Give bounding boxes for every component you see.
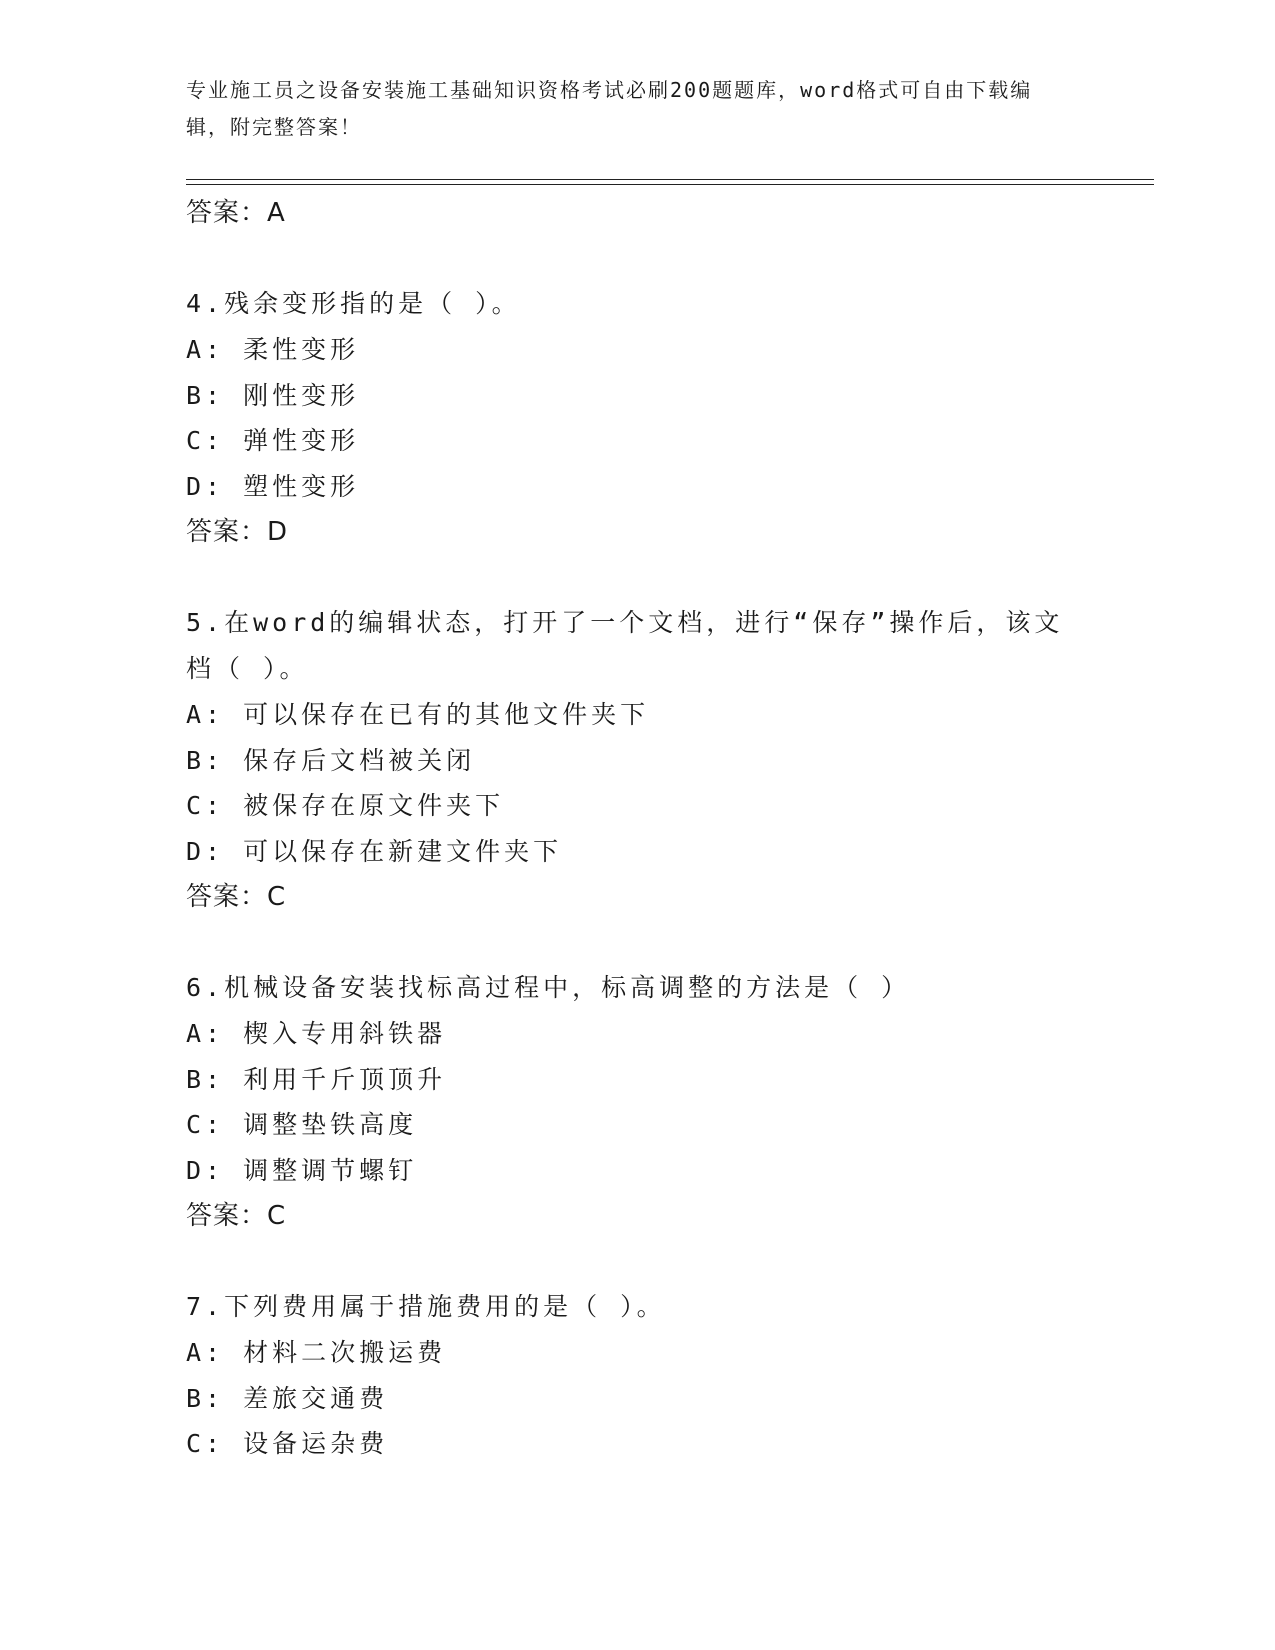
option-d: D: 可以保存在新建文件夹下	[186, 836, 563, 866]
option-a: A: 材料二次搬运费	[186, 1338, 447, 1367]
option-a: A: 楔入专用斜铁器	[186, 1019, 447, 1048]
question-block	[186, 965, 1086, 1239]
question-text: 5.在word的编辑状态，打开了一个文档，进行“保存”操作后，该文档（ ）。	[186, 608, 1064, 683]
option-a: A: 柔性变形	[186, 335, 360, 364]
document-body	[186, 190, 1086, 1467]
option-b: B: 刚性变形	[186, 380, 360, 410]
question-text: 4.残余变形指的是（ ）。	[186, 289, 521, 318]
header-rule-top	[186, 179, 1154, 180]
document-header: 专业施工员之设备安装施工基础知识资格考试必刷200题题库，word格式可自由下载编辑，附完整答案！	[186, 78, 1033, 139]
option-b: B: 利用千斤顶顶升	[186, 1064, 447, 1094]
option-c: C: 调整垫铁高度	[186, 1110, 418, 1139]
header-rule-bottom	[186, 184, 1154, 185]
option-c: C: 被保存在原文件夹下	[186, 791, 505, 820]
question-text: 7.下列费用属于措施费用的是（ ）。	[186, 1292, 666, 1321]
option-c: C: 设备运杂费	[186, 1429, 389, 1458]
option-d: D: 调整调节螺钉	[186, 1155, 418, 1185]
option-a: A: 可以保存在已有的其他文件夹下	[186, 700, 650, 729]
question-text: 6.机械设备安装找标高过程中，标高调整的方法是（ ）	[186, 973, 911, 1002]
answer-line: 答案：C	[186, 1201, 287, 1231]
question-block	[186, 600, 1086, 920]
answer-line: 答案：D	[186, 517, 289, 547]
question-block	[186, 281, 1086, 555]
option-b: B: 差旅交通费	[186, 1383, 389, 1413]
question-block	[186, 1284, 1086, 1467]
answer-line: 答案：A	[186, 198, 286, 228]
option-c: C: 弹性变形	[186, 426, 360, 455]
option-b: B: 保存后文档被关闭	[186, 745, 476, 775]
answer-line: 答案：C	[186, 882, 287, 912]
option-d: D: 塑性变形	[186, 471, 360, 501]
